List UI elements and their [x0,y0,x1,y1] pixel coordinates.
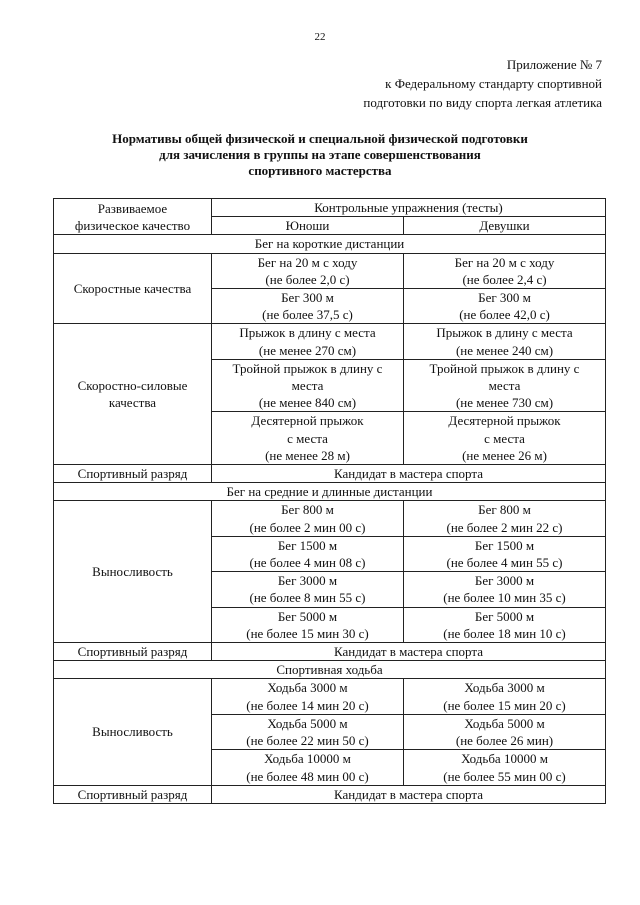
boys-line: Десятерной прыжок [251,413,364,429]
boys-line: (не более 4 мин 08 с) [249,555,366,571]
girls-cell [404,359,606,412]
table-row [54,501,606,536]
appendix-line-2: к Федеральному стандарту спортивной [385,76,602,91]
girls-cell [404,324,606,359]
boys-line: (не менее 840 см) [258,395,357,411]
boys-cell [212,359,404,412]
boys-cell [212,289,404,324]
quality-cell [54,253,212,324]
girls-line: с места [484,430,525,446]
girls-line: Бег 800 м [478,502,531,518]
quality-line: Выносливость [92,564,173,580]
girls-line: Прыжок в длину с места [436,325,573,341]
boys-line: Бег 300 м [281,290,334,306]
girls-cell [404,750,606,785]
boys-cell [212,714,404,749]
table-row [54,324,606,359]
girls-line: (не более 18 мин 10 с) [443,625,566,641]
boys-line: Ходьба 5000 м [267,715,348,731]
quality-cell [54,501,212,643]
girls-cell [404,607,606,642]
quality-line: Скоростно-силовые [77,378,188,394]
girls-line: Ходьба 3000 м [464,680,545,696]
girls-line: (не более 26 мин) [455,733,554,749]
section-row [54,661,606,679]
header-quality [54,199,212,235]
rank-row [54,785,606,803]
boys-cell [212,679,404,714]
girls-cell [404,536,606,571]
rank-row [54,465,606,483]
girls-line: Бег 5000 м [474,608,535,624]
boys-line: Ходьба 3000 м [267,680,348,696]
rank-label: Спортивный разряд [54,785,212,803]
boys-cell [212,572,404,607]
girls-line: (не менее 240 см) [455,342,554,358]
table-header [54,199,606,235]
page-number: 22 [314,31,326,43]
appendix-line-1: Приложение № 7 [506,57,602,72]
rank-value: Кандидат в мастера спорта [212,465,606,483]
rank-label: Спортивный разряд [54,465,212,483]
girls-cell [404,714,606,749]
girls-line: Бег 1500 м [474,537,535,553]
boys-line: (не более 2,0 с) [265,271,350,287]
boys-cell [212,253,404,288]
boys-cell [212,536,404,571]
girls-cell [404,679,606,714]
boys-line: (не более 2 мин 00 с) [249,519,366,535]
girls-line: Бег на 20 м с ходу [454,254,555,270]
section-title: Бег на средние и длинные дистанции [54,483,606,501]
boys-line: Бег 1500 м [277,537,338,553]
girls-line: (не менее 26 м) [462,447,547,463]
quality-cell [54,679,212,785]
boys-cell [212,412,404,465]
title-line-2: для зачисления в группы на этапе совершенствования [159,147,481,162]
girls-line: Ходьба 10000 м [461,751,548,767]
girls-cell [404,289,606,324]
boys-line: Прыжок в длину с места [239,325,376,341]
rank-label: Спортивный разряд [54,643,212,661]
section-row [54,235,606,253]
boys-line: (не более 37,5 с) [262,307,353,323]
girls-line: места [488,378,521,394]
table-row [54,679,606,714]
table-row [54,253,606,288]
girls-line: Десятерной прыжок [448,413,561,429]
boys-line: (не менее 28 м) [265,447,350,463]
title-line-1: Нормативы общей физической и специальной физической подготовки [112,131,528,146]
girls-line: (не более 55 мин 00 с) [443,768,566,784]
girls-cell [404,501,606,536]
appendix-heading [363,55,602,112]
girls-line: Бег 300 м [478,290,531,306]
girls-line: (не менее 730 см) [455,395,554,411]
appendix-line-3: подготовки по виду спорта легкая атлетика [363,95,602,110]
boys-line: (не более 48 мин 00 с) [246,768,369,784]
girls-line: (не более 2,4 с) [462,271,547,287]
girls-cell [404,253,606,288]
girls-line: (не более 15 мин 20 с) [443,697,566,713]
boys-line: Бег 5000 м [277,608,338,624]
rank-value: Кандидат в мастера спорта [212,785,606,803]
boys-cell [212,324,404,359]
boys-line: (не более 22 мин 50 с) [246,733,369,749]
section-row [54,483,606,501]
girls-line: (не более 42,0 с) [459,307,550,323]
boys-line: Тройной прыжок в длину с [232,360,383,376]
girls-line: (не более 2 мин 22 с) [446,519,563,535]
header-boys: Юноши [212,217,404,235]
girls-line: (не более 4 мин 55 с) [446,555,563,571]
boys-line: с места [287,430,328,446]
header-quality-line-2: физическое качество [74,217,191,233]
standards-table [53,198,606,804]
header-quality-line-1: Развиваемое [97,200,168,216]
header-girls: Девушки [404,217,606,235]
header-tests: Контрольные упражнения (тесты) [212,199,606,217]
boys-line: (не более 15 мин 30 с) [246,625,369,641]
quality-cell [54,324,212,465]
girls-line: Тройной прыжок в длину с [429,360,580,376]
girls-line: (не более 10 мин 35 с) [443,590,566,606]
boys-line: Бег на 20 м с ходу [257,254,358,270]
rank-value: Кандидат в мастера спорта [212,643,606,661]
boys-line: (не более 14 мин 20 с) [246,697,369,713]
boys-line: Бег 3000 м [277,573,338,589]
section-title: Спортивная ходьба [54,661,606,679]
boys-line: Бег 800 м [281,502,334,518]
table-body [54,235,606,804]
boys-line: места [291,378,324,394]
girls-cell [404,572,606,607]
boys-cell [212,501,404,536]
boys-cell [212,750,404,785]
boys-line: (не менее 270 см) [258,342,357,358]
document-title [0,131,640,179]
quality-line: Скоростные качества [73,280,192,296]
rank-row [54,643,606,661]
boys-line: Ходьба 10000 м [264,751,351,767]
girls-line: Ходьба 5000 м [464,715,545,731]
boys-line: (не более 8 мин 55 с) [249,590,366,606]
quality-line: Выносливость [92,724,173,740]
boys-cell [212,607,404,642]
title-line-3: спортивного мастерства [248,163,392,178]
section-title: Бег на короткие дистанции [54,235,606,253]
girls-line: Бег 3000 м [474,573,535,589]
quality-line: качества [108,395,157,411]
girls-cell [404,412,606,465]
